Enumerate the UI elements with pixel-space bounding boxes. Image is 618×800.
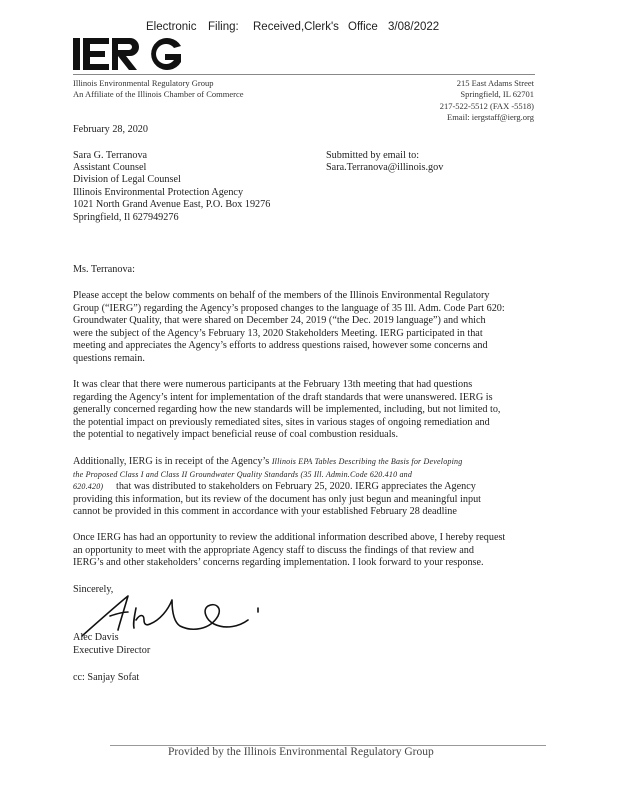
email: Email: iergstaff@ierg.org bbox=[447, 112, 534, 122]
letterhead-rule bbox=[73, 74, 535, 75]
paragraph-line: It was clear that there were numerous participants at the February 13th meeting that had questions bbox=[73, 379, 473, 390]
document-title-italic: the Proposed Class I and Class II Groundwater Quality Standards (35 Ill. Admin.Code 620.410 and bbox=[73, 469, 413, 479]
recipient-line: Assistant Counsel bbox=[73, 162, 147, 173]
paragraph-line: were the subject of the Agency’s February 13, 2020 Stakeholders Meeting. IERG participated in that bbox=[73, 327, 483, 339]
closing: Sincerely, bbox=[73, 584, 114, 595]
signer-name: Alec Davis bbox=[73, 632, 119, 643]
paragraph-line: IERG’s and other stakeholders’ concerns regarding implementation. I look forward to your response. bbox=[73, 557, 484, 569]
ierg-logo bbox=[73, 34, 183, 74]
letter-date: February 28, 2020 bbox=[73, 124, 148, 135]
signer-title: Executive Director bbox=[73, 645, 151, 656]
paragraph-line: providing this information, but its review of the document has only just begun and meaningful input bbox=[73, 493, 482, 505]
paragraph-line: regarding the Agency’s intent for implementation of the draft standards that were unanswered. IERG is bbox=[73, 391, 493, 403]
document-title-italic: 620.420) bbox=[73, 482, 104, 492]
document-title-italic: Illinois EPA Tables Describing the Basis for Developing bbox=[271, 457, 463, 466]
salutation: Ms. Terranova: bbox=[73, 264, 135, 275]
paragraph-line: an opportunity to meet with the appropriate Agency staff to discuss the findings of that review and bbox=[73, 544, 474, 556]
paragraph-line: Once IERG has had an opportunity to review the additional information described above, I hereby request bbox=[73, 532, 506, 543]
paragraph-line: Additionally, IERG is in receipt of the Agency’s bbox=[73, 456, 270, 467]
paragraph-line: cannot be provided in this comment in accordance with your established February 28 deadline bbox=[73, 506, 457, 518]
filing-stamp-office: Office bbox=[348, 21, 378, 33]
filing-stamp-electronic: Electronic bbox=[146, 21, 197, 33]
paragraph-line: Groundwater Quality, that were shared on December 24, 2019 (“the Dec. 2019 language”) and which bbox=[73, 315, 486, 327]
recipient-line: Springfield, Il 627949276 bbox=[73, 212, 179, 223]
recipient-line: Division of Legal Counsel bbox=[73, 174, 181, 185]
filing-stamp-received: Received,Clerk's bbox=[253, 21, 339, 33]
paragraph-line: generally concerned regarding how the new standards will be implemented, including, but not limited to, bbox=[73, 404, 501, 416]
recipient-line: 1021 North Grand Avenue East, P.O. Box 19276 bbox=[73, 199, 271, 210]
paragraph-line: Group (“IERG”) regarding the Agency’s proposed changes to the language of 35 Ill. Adm. Code Part 620: bbox=[73, 302, 505, 314]
paragraph-line: the potential to negatively impact beneficial reuse of coal combustion residuals. bbox=[73, 429, 399, 441]
recipient-line: Sara G. Terranova bbox=[73, 150, 148, 161]
cc-line: cc: Sanjay Sofat bbox=[73, 672, 140, 683]
filing-stamp-filing: Filing: bbox=[208, 21, 239, 33]
phone-fax: 217-522-5512 (FAX -5518) bbox=[439, 101, 534, 111]
paragraph-line: that was distributed to stakeholders on February 25, 2020. IERG appreciates the Agency bbox=[116, 481, 476, 493]
org-name: Illinois Environmental Regulatory Group bbox=[73, 78, 214, 88]
org-affiliate: An Affiliate of the Illinois Chamber of Commerce bbox=[73, 89, 244, 99]
paragraph-3 bbox=[73, 456, 543, 519]
paragraph-4 bbox=[73, 532, 543, 570]
submitted-email: Sara.Terranova@illinois.gov bbox=[326, 162, 444, 173]
submitted-label: Submitted by email to: bbox=[326, 150, 420, 161]
paragraph-line: Please accept the below comments on behalf of the members of the Illinois Environmental Regulatory bbox=[73, 290, 490, 301]
recipient-line: Illinois Environmental Protection Agency bbox=[73, 187, 244, 198]
address-city: Springfield, IL 62701 bbox=[460, 89, 534, 99]
paragraph-line: questions remain. bbox=[73, 352, 145, 364]
paragraph-line: meeting and appreciates the Agency’s efforts to address questions raised, however some concerns and bbox=[73, 340, 488, 352]
paragraph-line: the potential impact on previously remediated sites, sites in various stages of ongoing remediation and bbox=[73, 416, 490, 428]
paragraph-2 bbox=[73, 379, 543, 442]
footer-text: Provided by the Illinois Environmental Regulatory Group bbox=[168, 746, 434, 758]
paragraph-1 bbox=[73, 290, 543, 366]
filing-stamp-date: 3/08/2022 bbox=[388, 21, 440, 33]
address-street: 215 East Adams Street bbox=[456, 78, 534, 88]
